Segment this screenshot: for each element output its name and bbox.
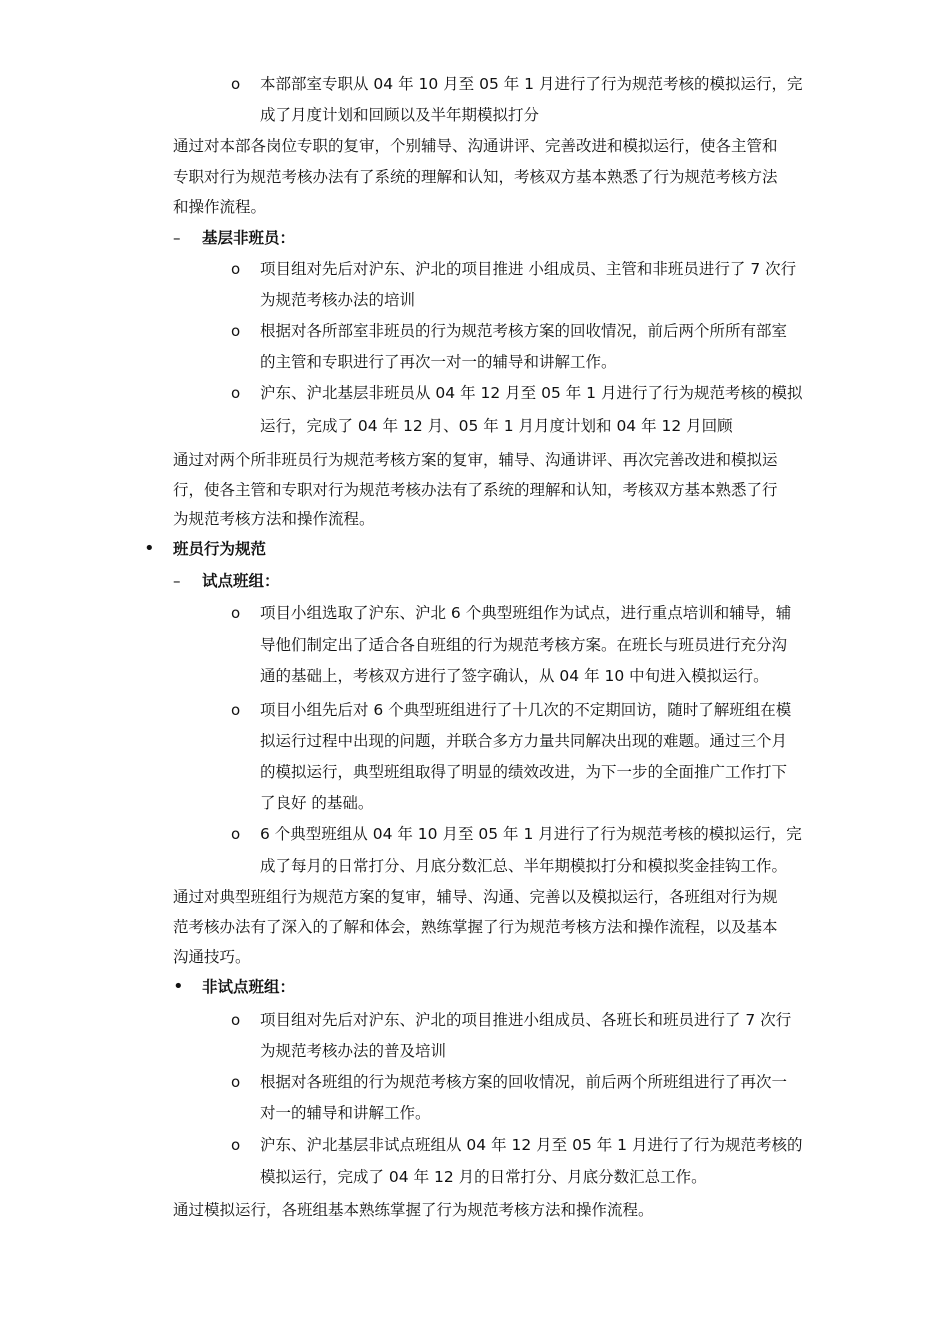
paragraph-line: 为规范考核办法的普及培训	[260, 1042, 447, 1060]
list-marker-o: o	[231, 1073, 241, 1091]
section-heading: 非试点班组：	[202, 978, 296, 996]
paragraph-line: 的模拟运行，典型班组取得了明显的绩效改进，为下一步的全面推广工作打下	[260, 763, 788, 781]
paragraph-line: 项目小组选取了沪东、沪北 6 个典型班组作为试点，进行重点培训和辅导，辅	[260, 604, 792, 622]
paragraph-line: 项目小组先后对 6 个典型班组进行了十几次的不定期回访，随时了解班组在模	[260, 701, 792, 719]
list-marker-o: o	[231, 825, 241, 843]
paragraph-line: 通过对本部各岗位专职的复审，个别辅导、沟通讲评、完善改进和模拟运行，使各主管和	[173, 137, 778, 155]
list-marker-bullet: •	[144, 538, 155, 559]
list-marker-dash: –	[173, 229, 181, 247]
list-marker-dash: –	[173, 572, 181, 590]
list-marker-o: o	[231, 1011, 241, 1029]
list-marker-o: o	[231, 1136, 241, 1154]
paragraph-line: 成了每月的日常打分、月底分数汇总、半年期模拟打分和模拟奖金挂钩工作。	[260, 857, 788, 875]
paragraph-line: 范考核办法有了深入的了解和体会，熟练掌握了行为规范考核方法和操作流程，以及基本	[173, 918, 778, 936]
section-heading: 基层非班员：	[202, 229, 296, 247]
paragraph-line: 了良好 的基础。	[260, 794, 374, 812]
list-marker-bullet: •	[173, 976, 184, 997]
paragraph-line: 成了月度计划和回顾以及半年期模拟打分	[260, 106, 540, 124]
list-marker-o: o	[231, 701, 241, 719]
paragraph-line: 为规范考核办法的培训	[260, 291, 416, 309]
section-heading: 班员行为规范	[173, 540, 267, 558]
paragraph-line: 项目组对先后对沪东、沪北的项目推进小组成员、各班长和班员进行了 7 次行	[260, 1011, 792, 1029]
paragraph-line: 根据对各班组的行为规范考核方案的回收情况，前后两个所班组进行了再次一	[260, 1073, 788, 1091]
list-marker-o: o	[231, 75, 241, 93]
list-marker-o: o	[231, 322, 241, 340]
paragraph-line: 对一的辅导和讲解工作。	[260, 1104, 431, 1122]
paragraph-line: 根据对各所部室非班员的行为规范考核方案的回收情况，前后两个所所有部室	[260, 322, 788, 340]
list-marker-o: o	[231, 604, 241, 622]
paragraph-line: 通过模拟运行，各班组基本熟练掌握了行为规范考核方法和操作流程。	[173, 1201, 654, 1219]
paragraph-line: 通过对两个所非班员行为规范考核方案的复审，辅导、沟通讲评、再次完善改进和模拟运	[173, 451, 778, 469]
paragraph-line: 6 个典型班组从 04 年 10 月至 05 年 1 月进行了行为规范考核的模拟运行，完	[260, 825, 802, 843]
paragraph-line: 为规范考核方法和操作流程。	[173, 510, 375, 528]
paragraph-line: 和操作流程。	[173, 198, 267, 216]
paragraph-line: 沪东、沪北基层非班员从 04 年 12 月至 05 年 1 月进行了行为规范考核的模拟	[260, 384, 803, 402]
paragraph-line: 行，使各主管和专职对行为规范考核办法有了系统的理解和认知，考核双方基本熟悉了行	[173, 481, 778, 499]
paragraph-line: 拟运行过程中出现的问题，并联合多方力量共同解决出现的难题。通过三个月	[260, 732, 788, 750]
paragraph-line: 通的基础上，考核双方进行了签字确认，从 04 年 10 中旬进入模拟运行。	[260, 667, 769, 685]
list-marker-o: o	[231, 384, 241, 402]
paragraph-line: 的主管和专职进行了再次一对一的辅导和讲解工作。	[260, 353, 617, 371]
paragraph-line: 运行，完成了 04 年 12 月、05 年 1 月月度计划和 04 年 12 月回顾	[260, 417, 733, 435]
paragraph-line: 沟通技巧。	[173, 948, 251, 966]
paragraph-line: 专职对行为规范考核办法有了系统的理解和认知，考核双方基本熟悉了行为规范考核方法	[173, 168, 778, 186]
paragraph-line: 导他们制定出了适合各自班组的行为规范考核方案。在班长与班员进行充分沟	[260, 636, 788, 654]
paragraph-line: 模拟运行，完成了 04 年 12 月的日常打分、月底分数汇总工作。	[260, 1168, 707, 1186]
paragraph-line: 项目组对先后对沪东、沪北的项目推进 小组成员、主管和非班员进行了 7 次行	[260, 260, 797, 278]
list-marker-o: o	[231, 260, 241, 278]
section-heading: 试点班组：	[202, 572, 280, 590]
paragraph-line: 沪东、沪北基层非试点班组从 04 年 12 月至 05 年 1 月进行了行为规范考核的	[260, 1136, 803, 1154]
paragraph-line: 通过对典型班组行为规范方案的复审，辅导、沟通、完善以及模拟运行，各班组对行为规	[173, 888, 778, 906]
paragraph-line: 本部部室专职从 04 年 10 月至 05 年 1 月进行了行为规范考核的模拟运行，完	[260, 75, 803, 93]
